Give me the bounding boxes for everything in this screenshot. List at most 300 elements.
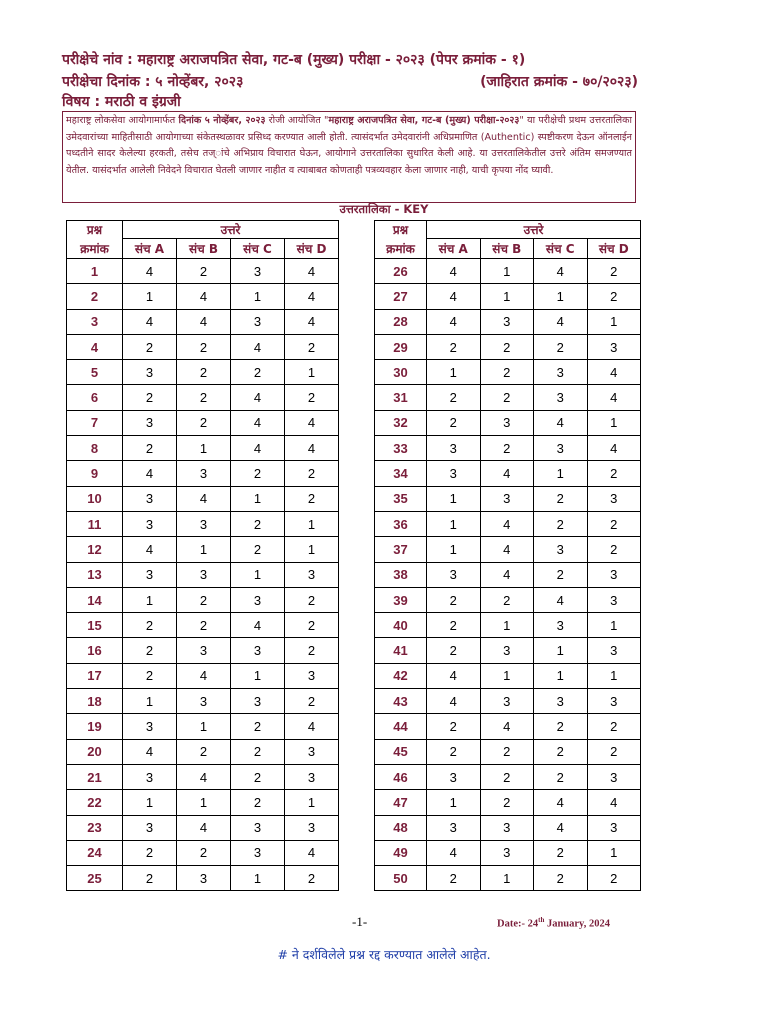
- answer-cell: 3: [123, 764, 177, 789]
- question-number: 35: [375, 486, 427, 511]
- answer-cell: 2: [231, 764, 285, 789]
- question-number: 44: [375, 714, 427, 739]
- table-row: [375, 360, 641, 385]
- table-row: [67, 537, 339, 562]
- question-number: 2: [67, 284, 123, 309]
- answer-cell: 4: [231, 334, 285, 359]
- answer-cell: 4: [427, 840, 481, 865]
- question-number: 23: [67, 815, 123, 840]
- question-header: क्रमांक: [375, 239, 427, 259]
- answer-cell: 4: [123, 537, 177, 562]
- answer-cell: 3: [177, 689, 231, 714]
- answer-cell: 4: [534, 410, 588, 435]
- answer-cell: 3: [123, 714, 177, 739]
- table-row: [67, 410, 339, 435]
- answer-cell: 1: [231, 663, 285, 688]
- answer-cell: 1: [587, 410, 641, 435]
- answer-cell: 4: [480, 511, 534, 536]
- answer-cell: 2: [177, 259, 231, 284]
- answer-cell: 2: [177, 410, 231, 435]
- table-row: [67, 815, 339, 840]
- question-number: 27: [375, 284, 427, 309]
- answer-cell: 1: [123, 790, 177, 815]
- answer-cell: 2: [177, 587, 231, 612]
- table-row: [67, 638, 339, 663]
- table-row: [67, 866, 339, 891]
- answer-cell: 1: [285, 790, 339, 815]
- answer-cell: 2: [534, 562, 588, 587]
- answer-cell: 2: [231, 790, 285, 815]
- answer-cell: 4: [427, 284, 481, 309]
- table-row: [375, 537, 641, 562]
- answer-cell: 2: [177, 385, 231, 410]
- answer-cell: 1: [177, 714, 231, 739]
- answer-cell: 3: [480, 486, 534, 511]
- answer-cell: 4: [427, 309, 481, 334]
- answer-cell: 1: [231, 562, 285, 587]
- table-row: [375, 461, 641, 486]
- answer-cell: 3: [177, 562, 231, 587]
- answer-cell: 3: [480, 638, 534, 663]
- answer-cell: 2: [427, 334, 481, 359]
- page-number: -1-: [352, 914, 368, 929]
- answer-cell: 2: [480, 436, 534, 461]
- table-row: [375, 410, 641, 435]
- question-number: 22: [67, 790, 123, 815]
- subject: विषय : मराठी व इंग्रजी: [62, 94, 181, 110]
- answer-cell: 3: [177, 638, 231, 663]
- answer-cell: 1: [177, 436, 231, 461]
- set-header: संच A: [123, 239, 177, 259]
- table-row: [67, 739, 339, 764]
- question-number: 40: [375, 613, 427, 638]
- answer-cell: 2: [177, 840, 231, 865]
- answer-cell: 3: [285, 663, 339, 688]
- answer-cell: 3: [587, 562, 641, 587]
- answer-cell: 2: [587, 284, 641, 309]
- answer-cell: 2: [123, 436, 177, 461]
- answer-cell: 2: [123, 866, 177, 891]
- answer-cell: 2: [587, 511, 641, 536]
- set-header: संच C: [231, 239, 285, 259]
- answer-cell: 4: [427, 259, 481, 284]
- answer-cell: 4: [123, 259, 177, 284]
- answer-cell: 1: [285, 537, 339, 562]
- question-number: 47: [375, 790, 427, 815]
- answer-cell: 3: [285, 815, 339, 840]
- answer-cell: 2: [123, 638, 177, 663]
- answer-cell: 4: [534, 790, 588, 815]
- key-title: उत्तरतालिका - KEY: [339, 202, 429, 216]
- table-row: [67, 385, 339, 410]
- answer-cell: 3: [427, 461, 481, 486]
- question-number: 31: [375, 385, 427, 410]
- answer-cell: 3: [480, 815, 534, 840]
- exam-name: परीक्षेचे नांव : महाराष्ट्र अराजपत्रित सेवा, गट-ब (मुख्य) परीक्षा - २०२३ (पेपर क्रमांक - १): [62, 52, 526, 68]
- notice-text: रोजी आयोजित ": [265, 115, 329, 126]
- table-row: [67, 562, 339, 587]
- question-number: 41: [375, 638, 427, 663]
- table-row: [67, 284, 339, 309]
- question-number: 11: [67, 511, 123, 536]
- answers-header: उत्तरे: [123, 221, 339, 239]
- answer-cell: 3: [587, 764, 641, 789]
- table-row: [375, 613, 641, 638]
- answer-cell: 2: [480, 385, 534, 410]
- answer-cell: 1: [177, 537, 231, 562]
- answer-cell: 3: [231, 638, 285, 663]
- answer-cell: 1: [587, 663, 641, 688]
- question-number: 39: [375, 587, 427, 612]
- answer-cell: 2: [427, 587, 481, 612]
- answer-cell: 3: [427, 436, 481, 461]
- answer-cell: 2: [534, 334, 588, 359]
- answer-cell: 2: [534, 840, 588, 865]
- answer-cell: 3: [123, 511, 177, 536]
- answer-cell: 4: [177, 815, 231, 840]
- question-number: 4: [67, 334, 123, 359]
- answer-cell: 2: [231, 537, 285, 562]
- question-number: 19: [67, 714, 123, 739]
- answer-cell: 2: [427, 385, 481, 410]
- answer-cell: 4: [177, 764, 231, 789]
- table-row: [375, 284, 641, 309]
- table-row: [375, 587, 641, 612]
- answer-cell: 2: [177, 334, 231, 359]
- answer-cell: 2: [587, 714, 641, 739]
- answer-cell: 2: [285, 334, 339, 359]
- answer-cell: 1: [534, 638, 588, 663]
- answer-cell: 4: [534, 815, 588, 840]
- answer-cell: 2: [285, 866, 339, 891]
- question-number: 17: [67, 663, 123, 688]
- table-row: [67, 309, 339, 334]
- question-number: 26: [375, 259, 427, 284]
- answer-cell: 4: [534, 259, 588, 284]
- question-number: 36: [375, 511, 427, 536]
- table-row: [67, 486, 339, 511]
- answer-cell: 2: [285, 486, 339, 511]
- table-row: [375, 562, 641, 587]
- table-row: [375, 385, 641, 410]
- set-header: संच B: [480, 239, 534, 259]
- question-number: 34: [375, 461, 427, 486]
- table-row: [67, 840, 339, 865]
- answer-cell: 2: [123, 385, 177, 410]
- answer-cell: 1: [285, 511, 339, 536]
- answer-cell: 4: [177, 486, 231, 511]
- set-header: संच A: [427, 239, 481, 259]
- table-row: [375, 663, 641, 688]
- answer-cell: 2: [587, 259, 641, 284]
- answer-cell: 1: [123, 689, 177, 714]
- answer-cell: 4: [427, 663, 481, 688]
- answer-cell: 2: [231, 461, 285, 486]
- answer-cell: 3: [587, 638, 641, 663]
- table-row: [375, 866, 641, 891]
- answer-cell: 4: [231, 436, 285, 461]
- question-number: 49: [375, 840, 427, 865]
- answer-cell: 2: [123, 613, 177, 638]
- answer-cell: 1: [123, 284, 177, 309]
- question-number: 45: [375, 739, 427, 764]
- answer-cell: 1: [177, 790, 231, 815]
- answer-cell: 1: [587, 613, 641, 638]
- answer-cell: 3: [177, 511, 231, 536]
- table-row: [67, 790, 339, 815]
- answer-cell: 2: [427, 638, 481, 663]
- answer-cell: 3: [427, 562, 481, 587]
- answer-cell: 2: [480, 334, 534, 359]
- answer-cell: 2: [587, 461, 641, 486]
- answer-cell: 4: [480, 714, 534, 739]
- set-header: संच D: [587, 239, 641, 259]
- answer-cell: 3: [534, 613, 588, 638]
- answer-cell: 3: [534, 537, 588, 562]
- notice-box: [62, 111, 636, 203]
- answer-cell: 2: [123, 663, 177, 688]
- answer-cell: 4: [231, 410, 285, 435]
- question-number: 15: [67, 613, 123, 638]
- answer-cell: 3: [480, 689, 534, 714]
- table-row: [375, 259, 641, 284]
- answer-cell: 2: [480, 587, 534, 612]
- table-row: [67, 613, 339, 638]
- notice-text: " या परीक्षेची प्रथम उत्तरतालिका उमेदवारांच्या माहितीसाठी आयोगाच्या संकेतस्थळावर प्रसिध्द करण्यात आली होती. त्यासंदर्भात उमेदवारांनी अधिप्रमाणित (Authentic) स्पष्टीकरण देऊन ऑनलाईन पध्दतीने सादर केलेल्या हरकती, तसेच तज्ांचे अभिप्राय विचारात घेऊन, आयोगाने उत्तरतालिका सुधारित केली आहे. या उत्तरतालिकेतील उत्तरे अंतिम समजण्यात येतील. यासंदर्भात आलेली निवेदने विचारात घेतली जाणार नाहीत व त्याबाबत कोणताही पत्रव्यवहार केला जाणार नाही, याची कृपया नोंद घ्यावी.: [66, 115, 632, 176]
- answer-cell: 4: [123, 309, 177, 334]
- answer-cell: 1: [231, 284, 285, 309]
- question-number: 28: [375, 309, 427, 334]
- answer-cell: 1: [480, 259, 534, 284]
- answer-cell: 3: [285, 562, 339, 587]
- answer-cell: 3: [534, 436, 588, 461]
- answer-cell: 1: [480, 663, 534, 688]
- answer-cell: 2: [285, 689, 339, 714]
- answer-cell: 3: [231, 309, 285, 334]
- answer-cell: 4: [231, 613, 285, 638]
- answer-cell: 1: [587, 309, 641, 334]
- question-number: 10: [67, 486, 123, 511]
- table-row: [375, 436, 641, 461]
- answer-cell: 2: [427, 739, 481, 764]
- table-row: [67, 436, 339, 461]
- question-number: 48: [375, 815, 427, 840]
- answer-cell: 4: [587, 790, 641, 815]
- answer-cell: 3: [587, 689, 641, 714]
- answer-cell: 2: [427, 613, 481, 638]
- answer-cell: 4: [123, 461, 177, 486]
- question-number: 30: [375, 360, 427, 385]
- answer-cell: 3: [231, 840, 285, 865]
- set-header: संच B: [177, 239, 231, 259]
- answer-cell: 2: [177, 613, 231, 638]
- answer-cell: 3: [534, 385, 588, 410]
- answer-cell: 2: [123, 334, 177, 359]
- set-header: संच D: [285, 239, 339, 259]
- answer-cell: 4: [285, 410, 339, 435]
- table-row: [375, 334, 641, 359]
- answer-cell: 4: [177, 309, 231, 334]
- question-number: 50: [375, 866, 427, 891]
- answer-cell: 4: [587, 436, 641, 461]
- answer-cell: 2: [231, 360, 285, 385]
- answer-cell: 3: [587, 334, 641, 359]
- answer-cell: 2: [480, 360, 534, 385]
- answer-cell: 3: [285, 764, 339, 789]
- table-row: [67, 334, 339, 359]
- table-row: [375, 486, 641, 511]
- answer-cell: 3: [480, 840, 534, 865]
- table-row: [67, 587, 339, 612]
- answer-cell: 3: [285, 739, 339, 764]
- question-number: 33: [375, 436, 427, 461]
- question-number: 43: [375, 689, 427, 714]
- question-number: 32: [375, 410, 427, 435]
- answer-cell: 3: [480, 410, 534, 435]
- answer-cell: 3: [587, 815, 641, 840]
- answer-cell: 3: [427, 764, 481, 789]
- question-number: 14: [67, 587, 123, 612]
- answer-cell: 1: [123, 587, 177, 612]
- answer-cell: 2: [534, 739, 588, 764]
- answer-cell: 4: [285, 436, 339, 461]
- answer-cell: 4: [587, 385, 641, 410]
- answer-cell: 4: [285, 309, 339, 334]
- table-row: [375, 815, 641, 840]
- answer-cell: 1: [427, 790, 481, 815]
- answer-cell: 2: [587, 866, 641, 891]
- answer-cell: 3: [534, 689, 588, 714]
- answer-table-right: [374, 220, 641, 891]
- answer-table-left: [66, 220, 339, 891]
- answer-cell: 4: [480, 562, 534, 587]
- answer-cell: 2: [480, 790, 534, 815]
- table-row: [375, 764, 641, 789]
- question-number: 29: [375, 334, 427, 359]
- answer-cell: 3: [480, 309, 534, 334]
- answer-cell: 2: [231, 714, 285, 739]
- answer-cell: 1: [534, 284, 588, 309]
- answer-cell: 2: [177, 739, 231, 764]
- answer-cell: 3: [231, 689, 285, 714]
- question-number: 46: [375, 764, 427, 789]
- answer-cell: 2: [587, 537, 641, 562]
- question-number: 6: [67, 385, 123, 410]
- answer-cell: 3: [123, 360, 177, 385]
- question-number: 8: [67, 436, 123, 461]
- answer-cell: 1: [587, 840, 641, 865]
- answer-cell: 2: [123, 840, 177, 865]
- answer-cell: 2: [177, 360, 231, 385]
- answer-cell: 4: [480, 537, 534, 562]
- answer-cell: 4: [534, 587, 588, 612]
- answer-cell: 3: [177, 866, 231, 891]
- answer-cell: 3: [123, 815, 177, 840]
- table-row: [375, 309, 641, 334]
- answer-cell: 2: [534, 511, 588, 536]
- answer-cell: 4: [427, 689, 481, 714]
- notice-date: दिनांक ५ नोव्हेंबर, २०२३: [178, 115, 266, 126]
- answer-cell: 1: [534, 461, 588, 486]
- answer-cell: 2: [427, 410, 481, 435]
- answer-cell: 4: [285, 840, 339, 865]
- table-row: [375, 638, 641, 663]
- answer-cell: 1: [285, 360, 339, 385]
- answer-cell: 4: [177, 663, 231, 688]
- answer-cell: 3: [123, 486, 177, 511]
- question-number: 1: [67, 259, 123, 284]
- answer-cell: 1: [427, 360, 481, 385]
- table-row: [375, 714, 641, 739]
- question-number: 13: [67, 562, 123, 587]
- question-number: 16: [67, 638, 123, 663]
- answer-cell: 1: [480, 613, 534, 638]
- question-number: 5: [67, 360, 123, 385]
- answer-cell: 4: [285, 714, 339, 739]
- question-number: 12: [67, 537, 123, 562]
- answer-cell: 1: [231, 486, 285, 511]
- answer-cell: 2: [285, 638, 339, 663]
- table-row: [67, 511, 339, 536]
- set-header: संच C: [534, 239, 588, 259]
- answer-cell: 2: [231, 739, 285, 764]
- table-row: [67, 764, 339, 789]
- table-row: [67, 360, 339, 385]
- answer-cell: 3: [534, 360, 588, 385]
- table-row: [67, 689, 339, 714]
- answer-cell: 1: [427, 511, 481, 536]
- answer-cell: 3: [587, 486, 641, 511]
- answer-cell: 2: [534, 866, 588, 891]
- answer-cell: 1: [480, 284, 534, 309]
- answer-cell: 4: [285, 284, 339, 309]
- table-row: [375, 739, 641, 764]
- answer-cell: 1: [534, 663, 588, 688]
- answer-cell: 2: [285, 461, 339, 486]
- answers-header: उत्तरे: [427, 221, 641, 239]
- question-number: 7: [67, 410, 123, 435]
- table-row: [67, 461, 339, 486]
- answer-cell: 3: [123, 562, 177, 587]
- answer-cell: 2: [534, 764, 588, 789]
- date-line: Date:- 24th January, 2024: [497, 916, 610, 930]
- answer-cell: 2: [587, 739, 641, 764]
- answer-cell: 4: [231, 385, 285, 410]
- answer-cell: 4: [534, 309, 588, 334]
- answer-cell: 3: [231, 259, 285, 284]
- table-row: [375, 790, 641, 815]
- answer-cell: 3: [177, 461, 231, 486]
- answer-cell: 4: [480, 461, 534, 486]
- answer-cell: 2: [231, 511, 285, 536]
- question-number: 20: [67, 739, 123, 764]
- question-number: 42: [375, 663, 427, 688]
- question-header: प्रश्न: [375, 221, 427, 239]
- answer-cell: 2: [427, 866, 481, 891]
- answer-cell: 4: [285, 259, 339, 284]
- answer-cell: 3: [231, 587, 285, 612]
- table-row: [67, 714, 339, 739]
- answer-cell: 3: [587, 587, 641, 612]
- answer-cell: 4: [123, 739, 177, 764]
- question-number: 37: [375, 537, 427, 562]
- question-header: क्रमांक: [67, 239, 123, 259]
- table-row: [375, 840, 641, 865]
- footer-note: # ने दर्शविलेले प्रश्न रद्द करण्यात आलेले आहेत.: [277, 947, 491, 962]
- answer-cell: 2: [534, 714, 588, 739]
- answer-cell: 3: [427, 815, 481, 840]
- answer-cell: 1: [427, 486, 481, 511]
